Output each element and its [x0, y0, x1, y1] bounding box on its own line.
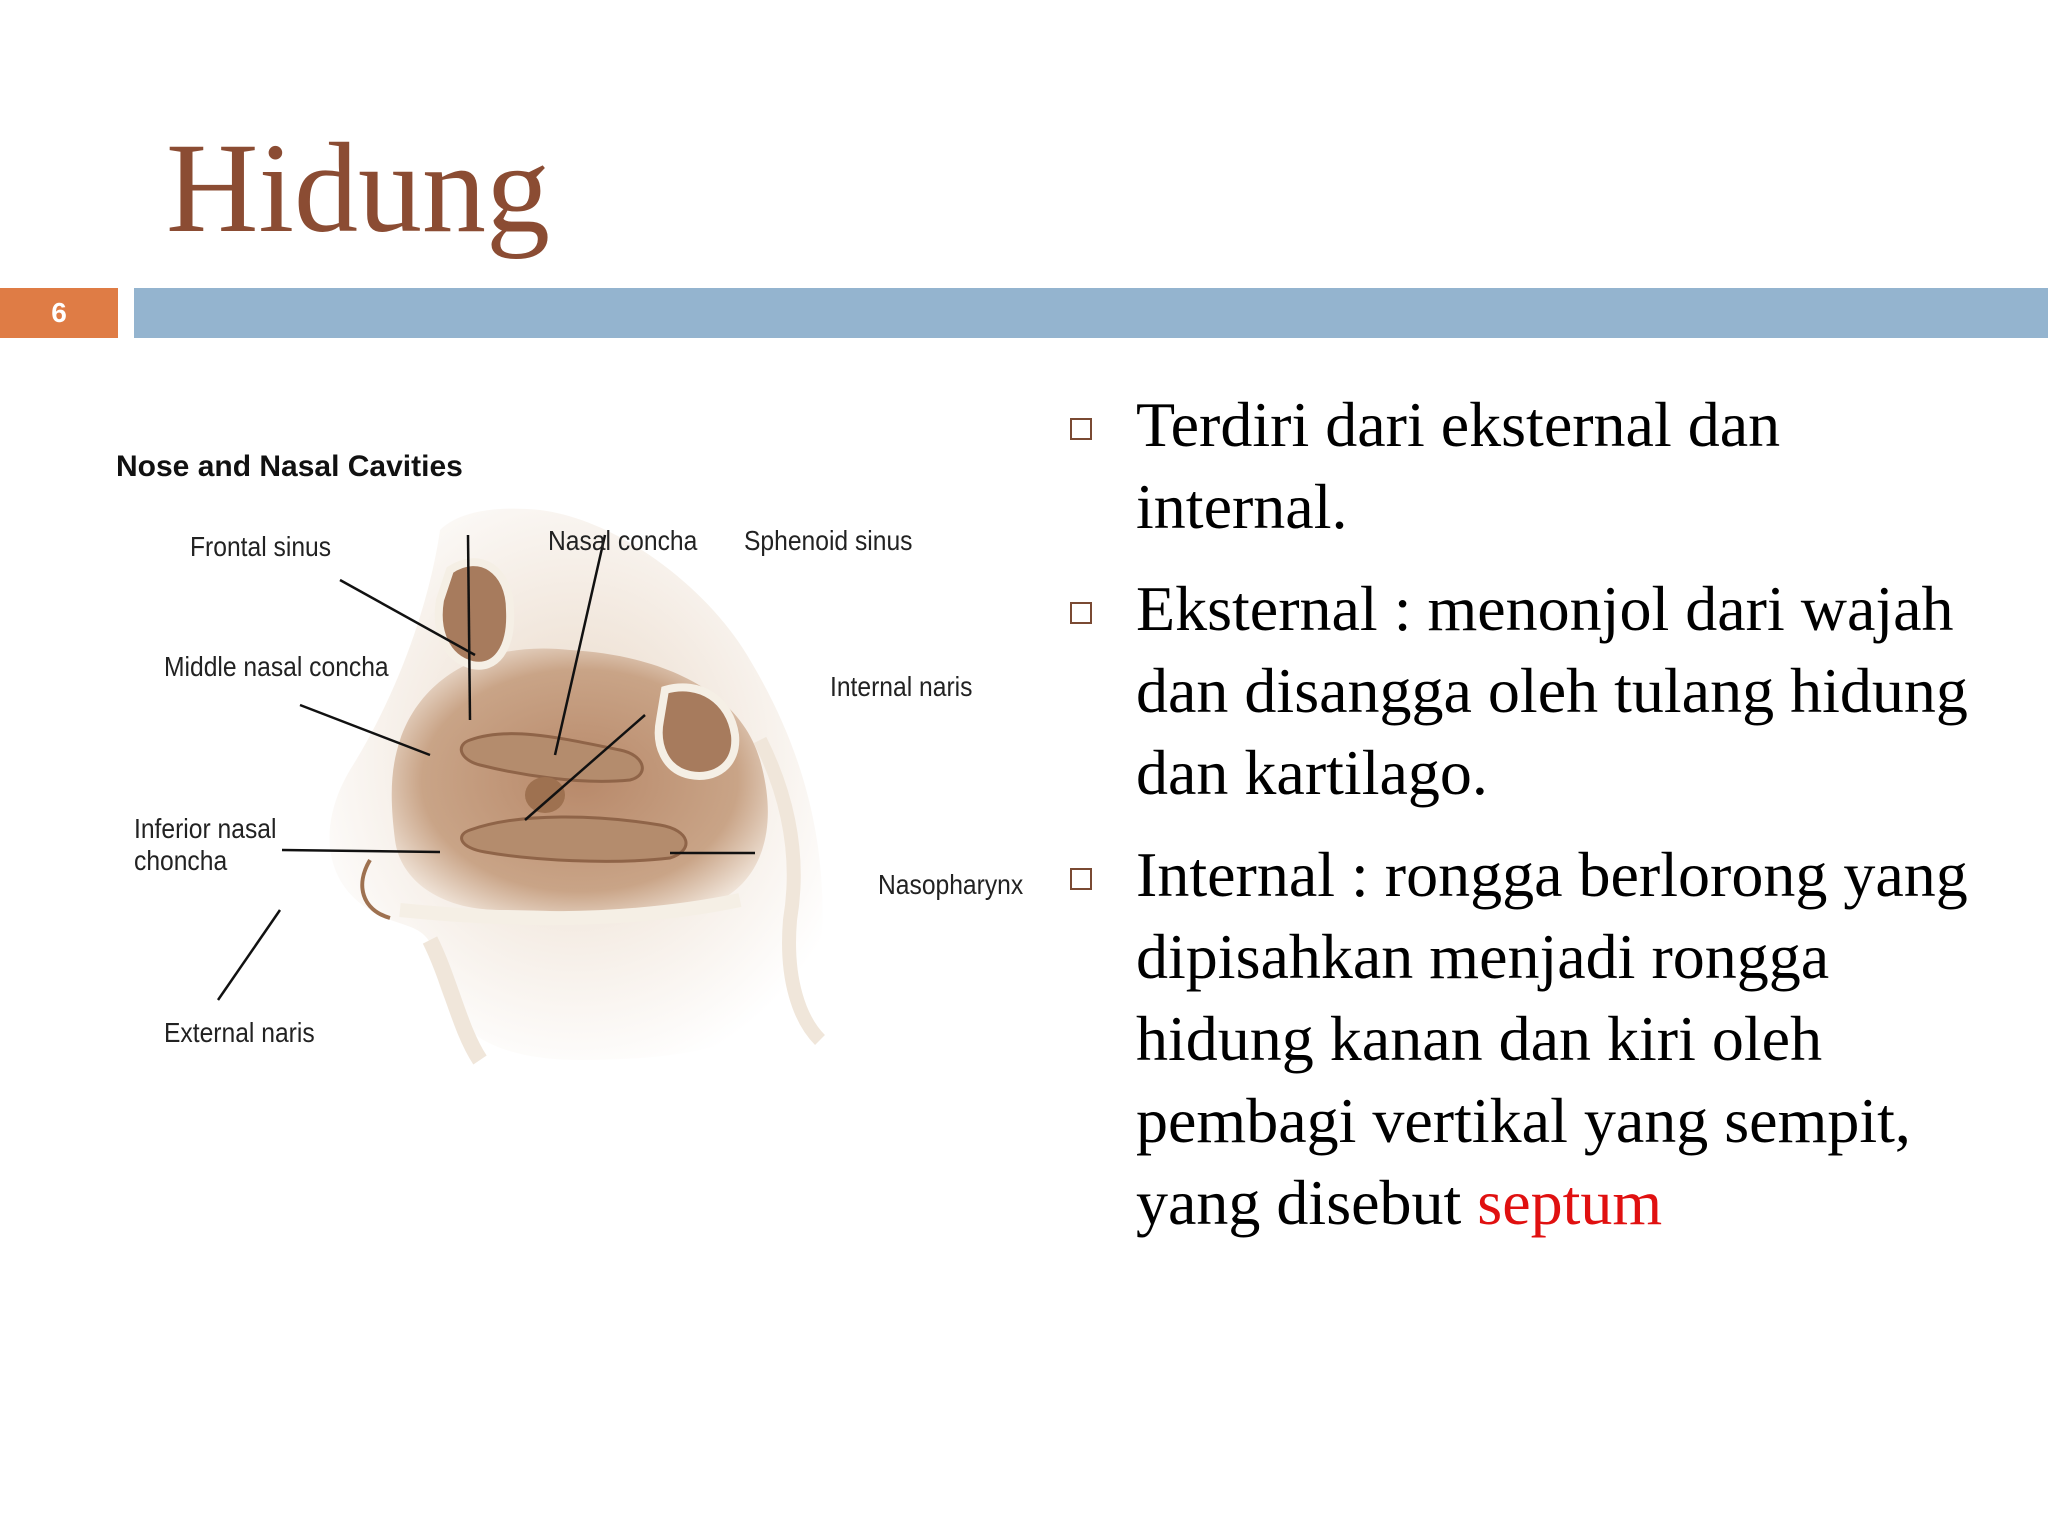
bullet-square-icon	[1070, 602, 1092, 624]
bullet-text: Terdiri dari eksternal dan internal.	[1136, 389, 1781, 542]
figure-title: Nose and Nasal Cavities	[116, 450, 463, 483]
label-frontal-sinus: Frontal sinus	[190, 531, 332, 562]
bullet-text: Internal : rongga berlorong yang dipisahkan menjadi rongga hidung kanan dan kiri oleh pembagi vertikal yang sempit, yang disebut	[1136, 839, 1968, 1238]
slide-number: 6	[0, 288, 118, 338]
label-nasal-concha: Nasal concha	[548, 525, 698, 556]
bullet-square-icon	[1070, 868, 1092, 890]
bullet-item	[1060, 384, 2000, 548]
bullet-text: Eksternal : menonjol dari wajah dan disangga oleh tulang hidung dan kartilago.	[1136, 573, 1968, 808]
septum-highlight: septum	[1477, 1167, 1663, 1238]
concha-knob	[525, 777, 565, 813]
bullet-item	[1060, 834, 2000, 1244]
label-nasopharynx: Nasopharynx	[878, 869, 1024, 900]
bullet-square-icon	[1070, 418, 1092, 440]
bullet-item	[1060, 568, 2000, 814]
slide-title: Hidung	[166, 117, 550, 259]
label-inferior-nasal-line1: Inferior nasal	[134, 813, 277, 844]
frontal-sinus-shape	[439, 562, 510, 666]
bullet-list	[1060, 384, 2000, 1264]
nasal-cavity-figure	[100, 440, 1040, 1080]
title-divider-bar	[134, 288, 2048, 338]
label-external-naris: External naris	[164, 1017, 315, 1048]
inferior-concha-shape	[462, 817, 686, 861]
label-middle-nasal-concha: Middle nasal concha	[164, 651, 389, 682]
label-inferior-nasal-line2: choncha	[134, 845, 228, 876]
label-internal-naris: Internal naris	[830, 671, 973, 702]
label-sphenoid-sinus: Sphenoid sinus	[744, 525, 913, 556]
